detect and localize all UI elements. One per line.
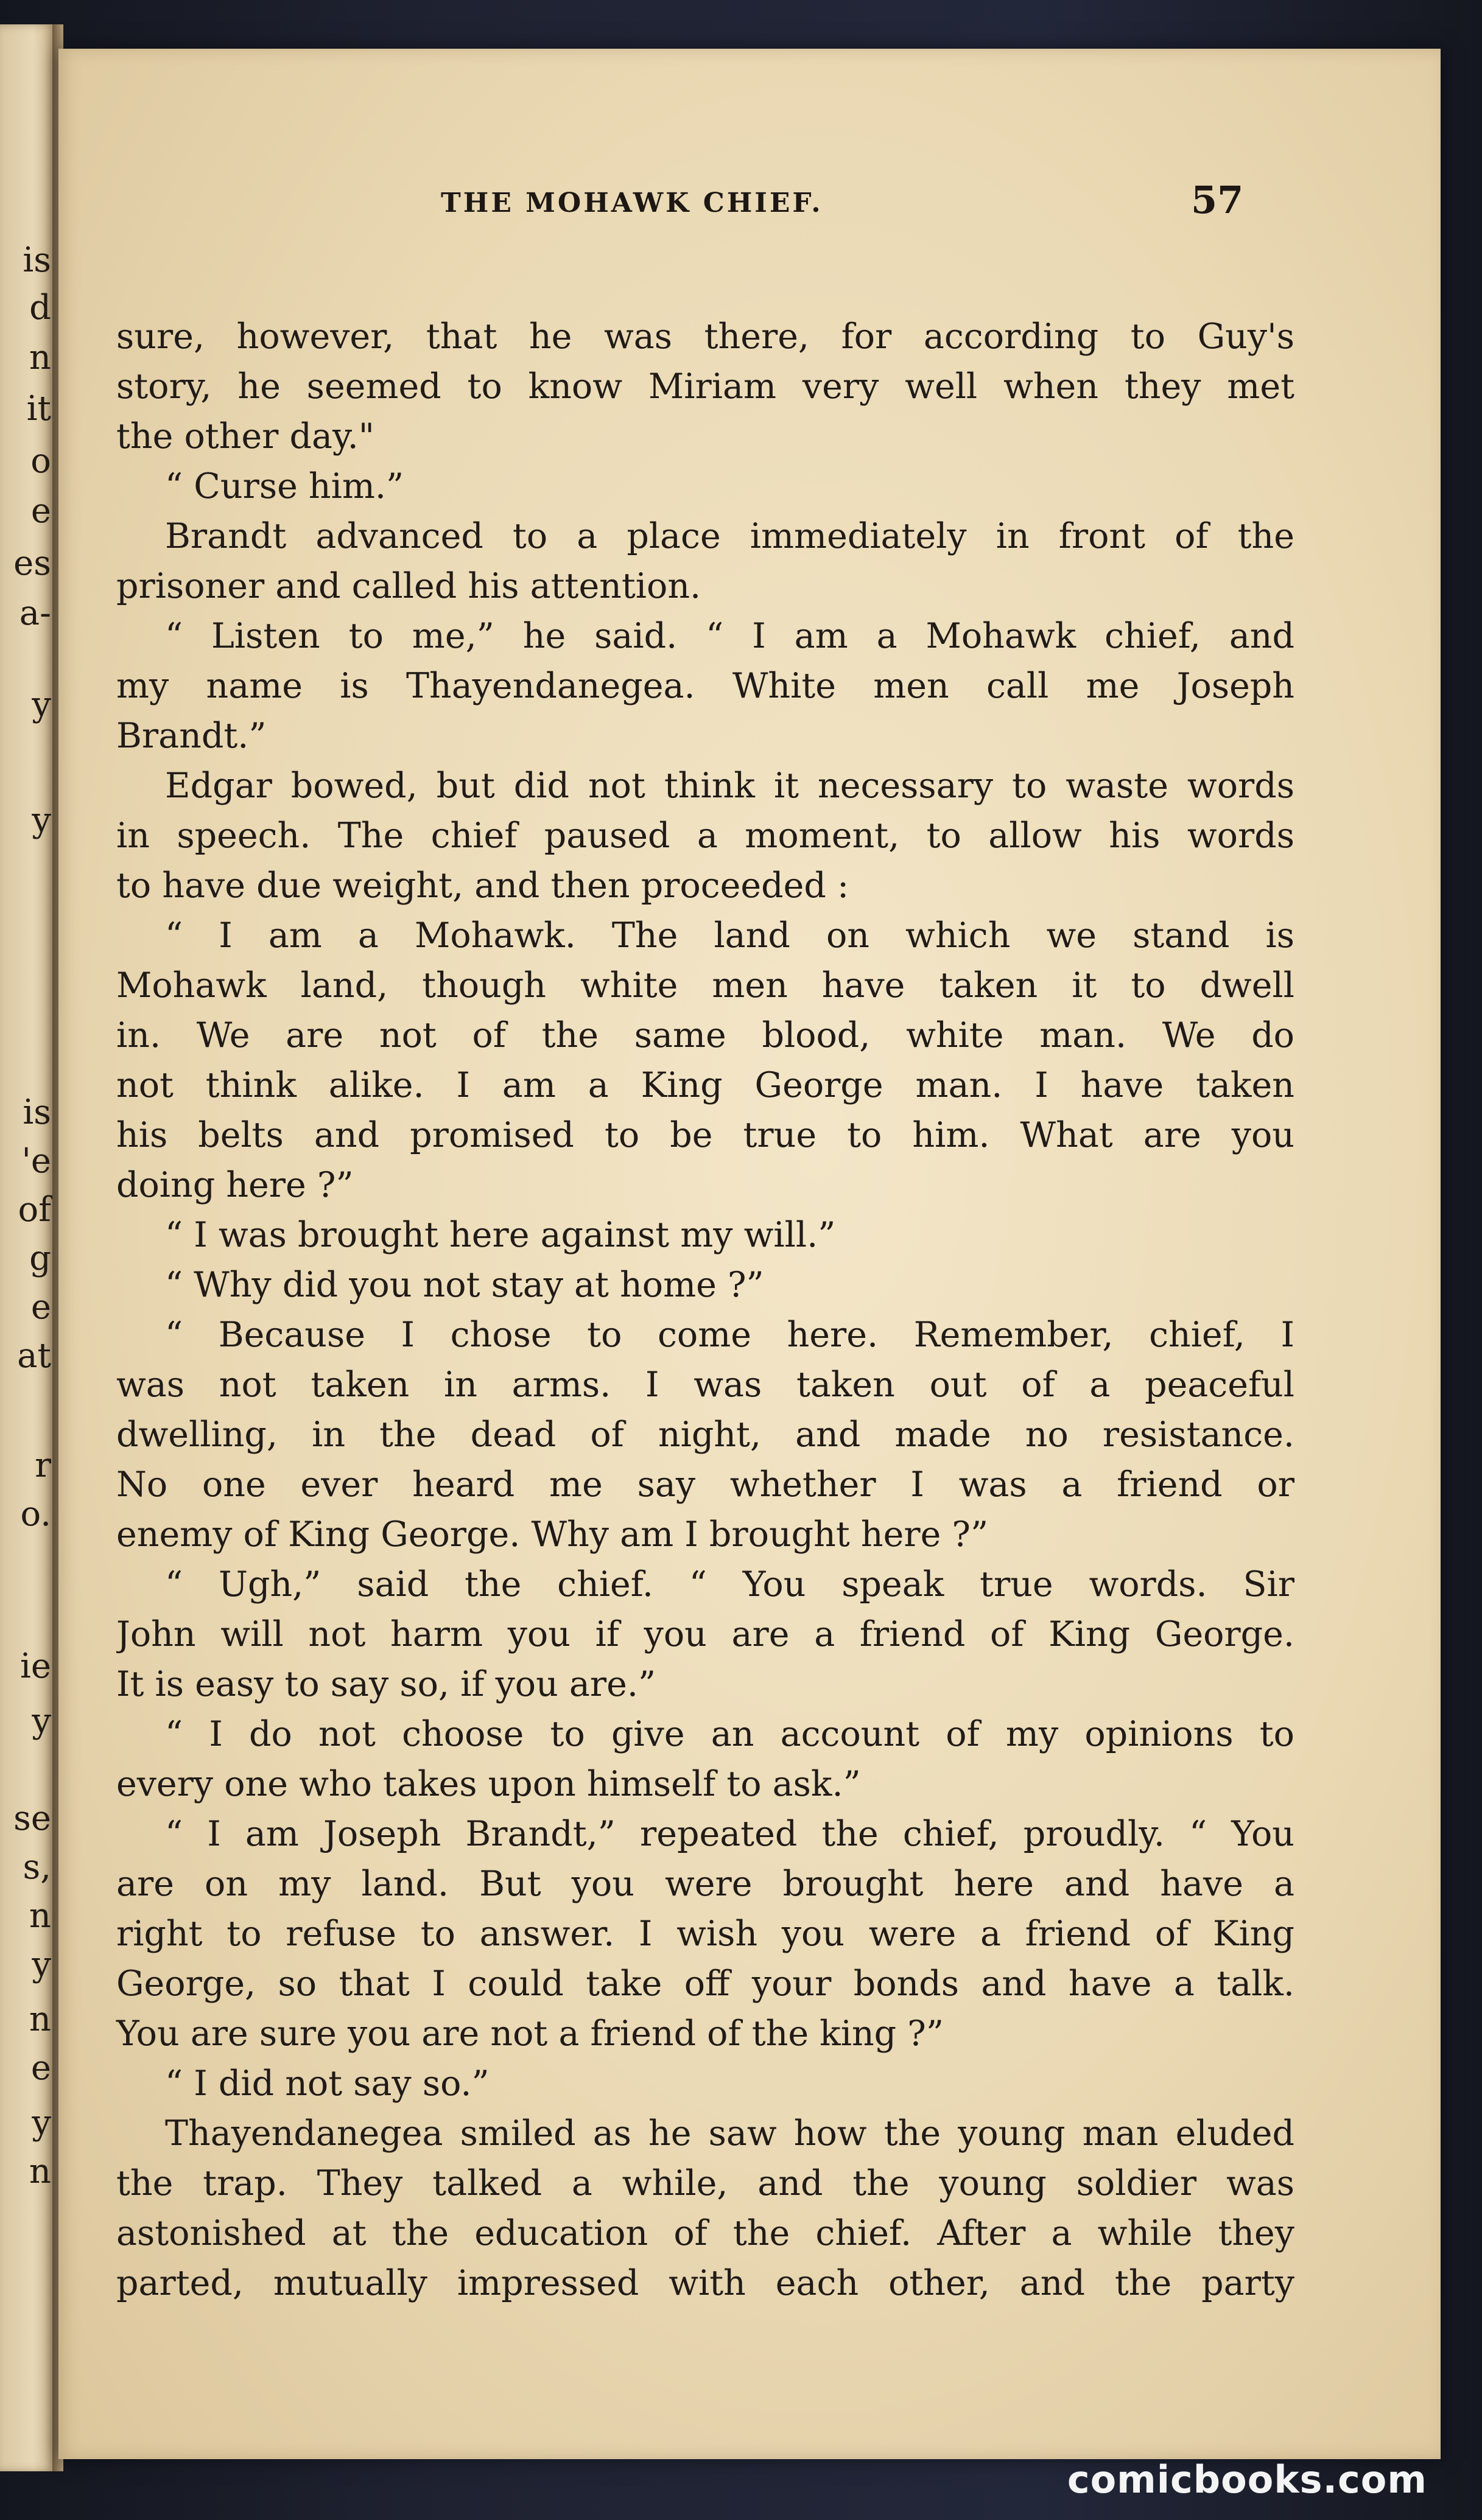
text-line-content: not think alike. I am a King George man. I have taken: [116, 1065, 1294, 1105]
facing-page-fragment: g: [29, 1239, 51, 1278]
text-line-content: Thayendanegea smiled as he saw how the young man eluded: [165, 2113, 1294, 2154]
text-line-content: You are sure you are not a friend of the king ?”: [116, 2014, 944, 2054]
text-line: [116, 1260, 1482, 1310]
text-line: [116, 1060, 1482, 1110]
facing-page-fragment: at: [17, 1336, 51, 1376]
facing-page-fragment: ie: [19, 1647, 51, 1686]
running-head-title: THE MOHAWK CHIEF.: [441, 187, 823, 219]
facing-page-fragment: n: [29, 1896, 51, 1936]
text-line-content: in. We are not of the same blood, white man. We do: [116, 1015, 1294, 1055]
text-line-content: was not taken in arms. I was taken out of a peaceful: [116, 1365, 1294, 1405]
text-line-content: my name is Thayendanegea. White men call me Joseph: [116, 666, 1294, 706]
text-line: [116, 1360, 1482, 1410]
text-line: [116, 2009, 1482, 2059]
text-line-content: are on my land. But you were brought here and have a: [116, 1864, 1294, 1904]
text-line: [116, 561, 1482, 611]
text-line-content: “ Ugh,” said the chief. “ You speak true words. Sir: [165, 1564, 1294, 1605]
facing-page-fragment: d: [29, 288, 51, 327]
text-line: [116, 1959, 1482, 2009]
text-line-content: doing here ?”: [116, 1165, 354, 1205]
text-line: [116, 1559, 1482, 1609]
text-line-content: sure, however, that he was there, for according to Guy's: [116, 317, 1294, 357]
text-line: [116, 711, 1482, 761]
text-line: [116, 1310, 1482, 1360]
facing-page-fragment: y: [32, 800, 51, 840]
text-line: [116, 1160, 1482, 1210]
facing-page-fragment: y: [32, 1945, 51, 1984]
book-page: [58, 49, 1441, 2459]
text-line: [116, 1010, 1482, 1060]
facing-page-fragment: is: [23, 1093, 51, 1132]
text-line-content: “ Because I chose to come here. Remember, chief, I: [165, 1315, 1294, 1355]
text-line: [116, 1809, 1482, 1859]
text-line-content: Edgar bowed, but did not think it necessary to waste words: [165, 766, 1294, 806]
text-line: [116, 2208, 1482, 2258]
text-line: [116, 811, 1482, 861]
text-line-content: Brandt.”: [116, 716, 267, 756]
text-line-content: “ I am Joseph Brandt,” repeated the chief, proudly. “ You: [165, 1814, 1294, 1854]
text-line: [116, 861, 1482, 911]
text-line-content: story, he seemed to know Miriam very well when they met: [116, 366, 1294, 407]
facing-page-fragment: o.: [20, 1494, 51, 1534]
watermark: comicbooks.com: [1067, 2457, 1427, 2502]
facing-page-fragment: es: [13, 544, 51, 583]
facing-page-fragment: s,: [23, 1847, 51, 1887]
text-line-content: George, so that I could take off your bonds and have a talk.: [116, 1964, 1294, 2004]
text-line: [116, 312, 1482, 362]
text-line: [116, 511, 1482, 561]
text-line: [116, 1759, 1482, 1809]
facing-page-fragment: e: [30, 491, 51, 531]
text-line: [116, 1110, 1482, 1160]
facing-page-edge: [0, 24, 55, 2471]
text-line-content: “ I was brought here against my will.”: [165, 1215, 836, 1255]
text-line: [116, 1859, 1482, 1909]
text-line: [116, 1609, 1482, 1659]
text-line: [116, 461, 1482, 511]
page-number: 57: [1191, 178, 1244, 222]
text-line: [116, 2258, 1482, 2308]
text-line-content: “ Listen to me,” he said. “ I am a Mohawk chief, and: [165, 616, 1294, 656]
facing-page-fragment: n: [29, 2152, 51, 2191]
facing-page-fragment: y: [32, 2103, 51, 2143]
text-line: [116, 1510, 1482, 1559]
text-line-content: prisoner and called his attention.: [116, 566, 701, 606]
text-line: [116, 961, 1482, 1010]
facing-page-fragment: o: [30, 441, 51, 481]
facing-page-fragment: it: [26, 389, 51, 429]
text-line-content: enemy of King George. Why am I brought here ?”: [116, 1514, 989, 1555]
text-line-content: Mohawk land, though white men have taken it to dwell: [116, 965, 1294, 1006]
facing-page-fragment: y: [32, 1701, 51, 1741]
text-line: [116, 1909, 1482, 1959]
running-head: [58, 177, 1441, 231]
facing-page-fragment: of: [18, 1190, 51, 1230]
facing-page-fragment: a-: [19, 593, 51, 633]
text-line: [116, 761, 1482, 811]
text-line: [116, 362, 1482, 411]
text-line: [116, 1460, 1482, 1510]
text-line-content: in speech. The chief paused a moment, to allow his words: [116, 816, 1294, 856]
text-line: [116, 1709, 1482, 1759]
text-line: [116, 911, 1482, 961]
text-line-content: to have due weight, and then proceeded :: [116, 866, 849, 906]
text-line-content: dwelling, in the dead of night, and made no resistance.: [116, 1415, 1294, 1455]
text-line-content: No one ever heard me say whether I was a friend or: [116, 1465, 1294, 1505]
text-line-content: the other day.": [116, 416, 374, 457]
text-line-content: John will not harm you if you are a friend of King George.: [116, 1614, 1294, 1654]
text-line: [116, 2158, 1482, 2208]
text-line-content: every one who takes upon himself to ask.”: [116, 1764, 861, 1804]
facing-page-fragment: y: [32, 685, 51, 724]
facing-page-fragment: n: [29, 338, 51, 377]
text-line: [116, 661, 1482, 711]
text-line-content: “ I am a Mohawk. The land on which we stand is: [165, 915, 1294, 956]
facing-page-fragment: e: [30, 1287, 51, 1327]
text-line-content: “ Why did you not stay at home ?”: [165, 1265, 764, 1305]
facing-page-fragment: se: [13, 1799, 51, 1838]
text-line-content: his belts and promised to be true to him. What are you: [116, 1115, 1294, 1155]
text-line-content: parted, mutually impressed with each other, and the party: [116, 2263, 1294, 2303]
text-line: [116, 2059, 1482, 2109]
text-line-content: right to refuse to answer. I wish you were a friend of King: [116, 1914, 1294, 1954]
facing-page-fragment: 'e: [21, 1141, 51, 1181]
facing-page-fragment: is: [23, 240, 51, 280]
facing-page-fragment: n: [29, 2000, 51, 2039]
text-line-content: the trap. They talked a while, and the young soldier was: [116, 2163, 1294, 2203]
text-line: [116, 2109, 1482, 2158]
text-line-content: “ I did not say so.”: [165, 2063, 490, 2104]
facing-page-fragment: e: [30, 2048, 51, 2088]
text-line-content: “ I do not choose to give an account of my opinions to: [165, 1714, 1294, 1754]
text-line-content: It is easy to say so, if you are.”: [116, 1664, 656, 1704]
text-line: [116, 1410, 1482, 1460]
text-line: [116, 611, 1482, 661]
text-line: [116, 411, 1482, 461]
facing-page-fragment: r: [35, 1446, 51, 1485]
text-line-content: astonished at the education of the chief. After a while they: [116, 2213, 1294, 2253]
text-line-content: “ Curse him.”: [165, 466, 404, 506]
text-line: [116, 1210, 1482, 1260]
text-line: [116, 1659, 1482, 1709]
text-line-content: Brandt advanced to a place immediately in front of the: [165, 516, 1294, 556]
